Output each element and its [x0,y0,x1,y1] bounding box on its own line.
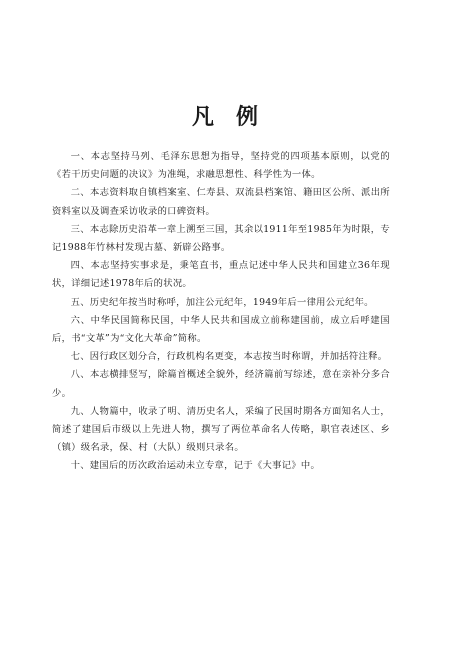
guideline-item-2: 二、本志资料取自镇档案室、仁寿县、双流县档案馆、籍田区公所、派出所资料室以及调查采访收录的口碑资料。 [52,187,390,217]
guideline-item-5: 五、历史纪年按当时称呼，加注公元纪年，1949年后一律用公元纪年。 [70,296,374,308]
guideline-item-9: 九、人物篇中，收录了明、清历史名人，采编了民国时期各方面知名人士，简述了建国后市级以上先进人物，撰写了两位革命名人传略，职官表述区、乡（镇）级名录，保、村（大队）级则只录名。 [52,405,390,454]
page-title: 凡例 [191,104,280,130]
guideline-list [52,148,390,476]
guideline-item-1: 一、本志坚持马列、毛泽东思想为指导，坚持党的四项基本原则，以党的《若干历史问题的决议》为准绳，求融思想性、科学性为一体。 [52,151,390,181]
guideline-item-10: 十、建国后的历次政治运动未立专章，记于《大事记》中。 [70,460,321,472]
guideline-item-3: 三、本志除历史沿革一章上溯至三国，其余以1911年至1985年为时限，专记1988年竹林村发现古墓、新辟公路事。 [52,223,390,254]
guideline-item-6: 六、中华民国简称民国，中华人民共和国成立前称建国前，成立后呼建国后，书“文革”为“文化大革命”简称。 [52,314,390,345]
guideline-item-7: 七、因行政区划分合，行政机构名更变，本志按当时称谓，并加括符注释。 [70,351,388,363]
guideline-item-8: 八、本志横排竖写，除篇首概述全貌外，经济篇前写综述，意在亲补分多合少。 [52,369,390,399]
guideline-item-4: 四、本志坚持实事求是，秉笔直书，重点记述中华人民共和国建立36年现状，详细记述1978年后的状况。 [52,260,390,290]
